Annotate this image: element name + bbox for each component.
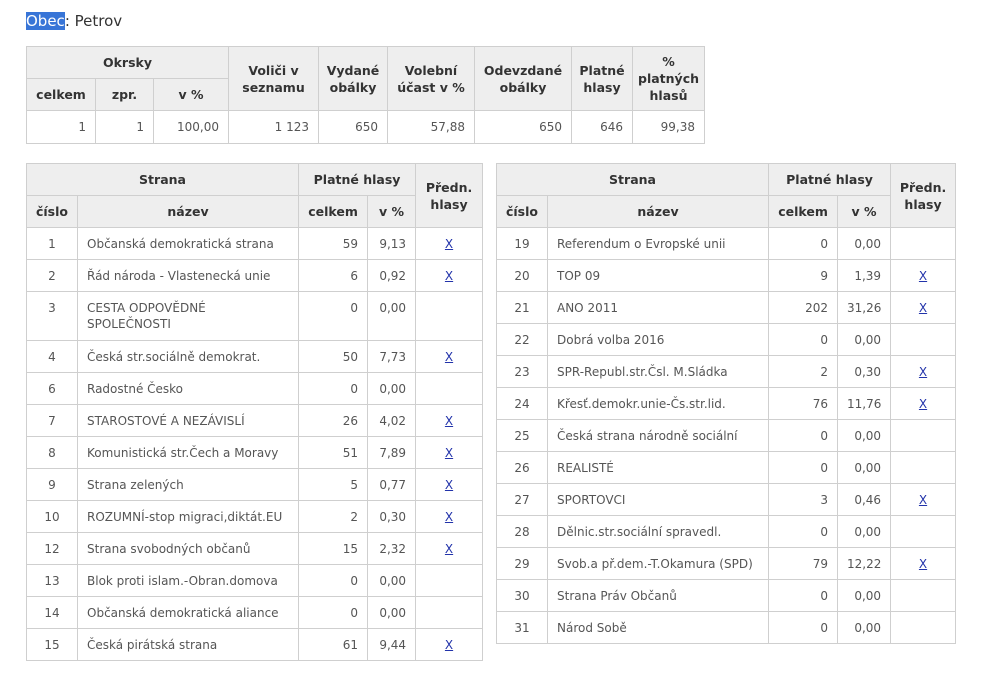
cell-pct: 9,13 (368, 228, 416, 260)
cell-nazev: Strana zelených (78, 469, 299, 501)
cell-pct: 0,00 (838, 612, 891, 644)
cell-nazev: SPORTOVCI (548, 484, 769, 516)
preferential-votes-link[interactable]: X (918, 493, 928, 507)
cell-cislo: 15 (27, 629, 78, 661)
cell-nazev: SPR-Republ.str.Čsl. M.Sládka (548, 356, 769, 388)
table-row (497, 484, 956, 516)
cell-cislo: 1 (27, 228, 78, 260)
cell-predn (416, 292, 483, 341)
cell-celkem: 59 (299, 228, 368, 260)
cell-cislo: 29 (497, 548, 548, 580)
preferential-votes-link[interactable]: X (444, 478, 454, 492)
cell-pct: 0,92 (368, 260, 416, 292)
cell-nazev: Česká str.sociálně demokrat. (78, 341, 299, 373)
cell-cislo: 23 (497, 356, 548, 388)
cell-predn (891, 548, 956, 580)
preferential-votes-link[interactable]: X (918, 301, 928, 315)
header-platne: Platné hlasy (572, 47, 633, 111)
cell-predn (891, 292, 956, 324)
cell-predn (416, 629, 483, 661)
table-row (497, 228, 956, 260)
cell-pct: 0,00 (838, 452, 891, 484)
table-row (27, 501, 483, 533)
table-row (497, 452, 956, 484)
header-strana: Strana (497, 164, 769, 196)
cell-nazev: Strana svobodných občanů (78, 533, 299, 565)
cell-cislo: 2 (27, 260, 78, 292)
cell-nazev: CESTA ODPOVĚDNÉ SPOLEČNOSTI (78, 292, 299, 341)
cell-predn (416, 437, 483, 469)
cell-nazev: Komunistická str.Čech a Moravy (78, 437, 299, 469)
cell-celkem: 0 (299, 373, 368, 405)
cell-nazev: Dobrá volba 2016 (548, 324, 769, 356)
cell-platne: 646 (572, 111, 633, 144)
summary-table (26, 46, 705, 144)
cell-celkem: 0 (299, 565, 368, 597)
header-okrsky-pct: v % (154, 79, 229, 111)
parties-right-body (497, 228, 956, 644)
cell-vydane: 650 (319, 111, 388, 144)
cell-cislo: 22 (497, 324, 548, 356)
cell-nazev: Strana Práv Občanů (548, 580, 769, 612)
header-predn-hlasy: Předn. hlasy (416, 164, 483, 228)
page-heading (26, 10, 122, 32)
cell-predn (416, 533, 483, 565)
preferential-votes-link[interactable]: X (918, 557, 928, 571)
cell-nazev: Dělnic.str.sociální spravedl. (548, 516, 769, 548)
cell-celkem: 51 (299, 437, 368, 469)
cell-nazev: Občanská demokratická aliance (78, 597, 299, 629)
cell-volici: 1 123 (229, 111, 319, 144)
header-vydane: Vydané obálky (319, 47, 388, 111)
cell-cislo: 31 (497, 612, 548, 644)
header-platne-hlasy: Platné hlasy (769, 164, 891, 196)
preferential-votes-link[interactable]: X (918, 269, 928, 283)
parties-table-right (496, 163, 956, 644)
cell-pct: 0,00 (838, 324, 891, 356)
cell-cislo: 10 (27, 501, 78, 533)
cell-predn (891, 228, 956, 260)
preferential-votes-link[interactable]: X (444, 414, 454, 428)
cell-pct: 0,00 (838, 580, 891, 612)
cell-pct: 0,46 (838, 484, 891, 516)
cell-pct: 9,44 (368, 629, 416, 661)
cell-pct: 0,00 (838, 228, 891, 260)
cell-celkem: 9 (769, 260, 838, 292)
cell-nazev: TOP 09 (548, 260, 769, 292)
preferential-votes-link[interactable]: X (918, 397, 928, 411)
cell-cislo: 26 (497, 452, 548, 484)
table-row (27, 629, 483, 661)
cell-nazev: Svob.a př.dem.-T.Okamura (SPD) (548, 548, 769, 580)
preferential-votes-link[interactable]: X (444, 542, 454, 556)
header-nazev: název (548, 196, 769, 228)
cell-predn (891, 324, 956, 356)
preferential-votes-link[interactable]: X (918, 365, 928, 379)
table-row (497, 420, 956, 452)
cell-predn (891, 612, 956, 644)
cell-pct: 1,39 (838, 260, 891, 292)
cell-celkem: 0 (769, 420, 838, 452)
parties-table-left (26, 163, 483, 661)
cell-celkem: 0 (769, 452, 838, 484)
header-celkem: celkem (299, 196, 368, 228)
cell-celkem: 61 (299, 629, 368, 661)
cell-predn (891, 356, 956, 388)
preferential-votes-link[interactable]: X (444, 510, 454, 524)
header-nazev: název (78, 196, 299, 228)
cell-predn (416, 341, 483, 373)
cell-predn (891, 452, 956, 484)
cell-cislo: 19 (497, 228, 548, 260)
cell-celkem: 202 (769, 292, 838, 324)
table-row (497, 324, 956, 356)
cell-predn (416, 260, 483, 292)
cell-celkem: 0 (769, 516, 838, 548)
cell-nazev: Blok proti islam.-Obran.domova (78, 565, 299, 597)
cell-nazev: Národ Sobě (548, 612, 769, 644)
cell-pct: 0,00 (368, 292, 416, 341)
cell-nazev: STAROSTOVÉ A NEZÁVISLÍ (78, 405, 299, 437)
table-row (27, 260, 483, 292)
cell-cislo: 20 (497, 260, 548, 292)
cell-predn (416, 501, 483, 533)
cell-cislo: 3 (27, 292, 78, 341)
header-celkem: celkem (769, 196, 838, 228)
cell-nazev: Česká strana národně sociální (548, 420, 769, 452)
cell-pct: 0,77 (368, 469, 416, 501)
table-row (27, 437, 483, 469)
cell-celkem: 0 (769, 580, 838, 612)
cell-pct: 0,00 (368, 373, 416, 405)
preferential-votes-link[interactable]: X (444, 269, 454, 283)
cell-cislo: 25 (497, 420, 548, 452)
cell-nazev: Česká pirátská strana (78, 629, 299, 661)
cell-odevzdane: 650 (475, 111, 572, 144)
cell-celkem: 76 (769, 388, 838, 420)
cell-nazev: Radostné Česko (78, 373, 299, 405)
table-row (497, 292, 956, 324)
cell-predn (891, 420, 956, 452)
cell-pct: 0,30 (368, 501, 416, 533)
table-row (497, 548, 956, 580)
cell-celkem: 2 (299, 501, 368, 533)
cell-cislo: 7 (27, 405, 78, 437)
cell-celkem: 0 (299, 292, 368, 341)
table-row (497, 260, 956, 292)
cell-pct: 2,32 (368, 533, 416, 565)
header-platne-hlasy: Platné hlasy (299, 164, 416, 196)
cell-predn (891, 484, 956, 516)
cell-nazev: Občanská demokratická strana (78, 228, 299, 260)
cell-predn (891, 516, 956, 548)
table-row (497, 580, 956, 612)
cell-cislo: 8 (27, 437, 78, 469)
cell-celkem: 50 (299, 341, 368, 373)
cell-cislo: 14 (27, 597, 78, 629)
cell-cislo: 27 (497, 484, 548, 516)
cell-predn (891, 580, 956, 612)
cell-pct: 0,00 (368, 597, 416, 629)
cell-ucast: 57,88 (388, 111, 475, 144)
table-row (497, 516, 956, 548)
cell-celkem: 0 (769, 612, 838, 644)
cell-predn (416, 565, 483, 597)
header-ucast: Volební účast v % (388, 47, 475, 111)
cell-cislo: 12 (27, 533, 78, 565)
cell-celkem: 2 (769, 356, 838, 388)
cell-okrsky-pct: 100,00 (154, 111, 229, 144)
cell-nazev: REALISTÉ (548, 452, 769, 484)
cell-predn (416, 228, 483, 260)
cell-nazev: Řád národa - Vlastenecká unie (78, 260, 299, 292)
table-row (497, 356, 956, 388)
table-row (27, 373, 483, 405)
header-cislo: číslo (27, 196, 78, 228)
header-predn-hlasy: Předn. hlasy (891, 164, 956, 228)
table-row (27, 597, 483, 629)
header-okrsky-celkem: celkem (27, 79, 96, 111)
parties-left-body (27, 228, 483, 661)
summary-row (27, 111, 705, 144)
cell-cislo: 24 (497, 388, 548, 420)
cell-celkem: 6 (299, 260, 368, 292)
table-row (497, 388, 956, 420)
cell-celkem: 15 (299, 533, 368, 565)
header-v-pct: v % (368, 196, 416, 228)
cell-cislo: 4 (27, 341, 78, 373)
cell-pct-platnych: 99,38 (633, 111, 705, 144)
cell-pct: 7,73 (368, 341, 416, 373)
cell-cislo: 6 (27, 373, 78, 405)
header-pct-platnych: % platných hlasů (633, 47, 705, 111)
heading-municipality: : Petrov (64, 12, 123, 30)
table-row (27, 228, 483, 260)
cell-celkem: 5 (299, 469, 368, 501)
heading-selected-text[interactable]: Obec (26, 12, 65, 30)
cell-nazev: Referendum o Evropské unii (548, 228, 769, 260)
table-row (27, 341, 483, 373)
header-odevzdane: Odevzdané obálky (475, 47, 572, 111)
cell-predn (416, 373, 483, 405)
cell-celkem: 0 (769, 324, 838, 356)
cell-cislo: 21 (497, 292, 548, 324)
cell-pct: 4,02 (368, 405, 416, 437)
cell-nazev: ROZUMNÍ-stop migraci,diktát.EU (78, 501, 299, 533)
cell-nazev: ANO 2011 (548, 292, 769, 324)
table-row (27, 292, 483, 341)
cell-pct: 31,26 (838, 292, 891, 324)
cell-celkem: 3 (769, 484, 838, 516)
header-cislo: číslo (497, 196, 548, 228)
cell-cislo: 9 (27, 469, 78, 501)
cell-celkem: 79 (769, 548, 838, 580)
cell-cislo: 30 (497, 580, 548, 612)
cell-predn (416, 405, 483, 437)
header-v-pct: v % (838, 196, 891, 228)
cell-predn (891, 260, 956, 292)
table-row (27, 405, 483, 437)
cell-pct: 11,76 (838, 388, 891, 420)
table-row (27, 533, 483, 565)
preferential-votes-link[interactable]: X (444, 350, 454, 364)
cell-celkem: 0 (299, 597, 368, 629)
cell-celkem: 0 (769, 228, 838, 260)
header-strana: Strana (27, 164, 299, 196)
cell-cislo: 28 (497, 516, 548, 548)
table-row (27, 565, 483, 597)
preferential-votes-link[interactable]: X (444, 446, 454, 460)
cell-okrsky-zpr: 1 (96, 111, 154, 144)
header-volici: Voliči v seznamu (229, 47, 319, 111)
cell-pct: 12,22 (838, 548, 891, 580)
preferential-votes-link[interactable]: X (444, 237, 454, 251)
cell-pct: 0,00 (838, 516, 891, 548)
header-okrsky-zpr: zpr. (96, 79, 154, 111)
cell-pct: 0,00 (368, 565, 416, 597)
table-row (27, 469, 483, 501)
cell-predn (891, 388, 956, 420)
cell-predn (416, 469, 483, 501)
cell-pct: 0,00 (838, 420, 891, 452)
cell-pct: 7,89 (368, 437, 416, 469)
preferential-votes-link[interactable]: X (444, 638, 454, 652)
cell-cislo: 13 (27, 565, 78, 597)
cell-celkem: 26 (299, 405, 368, 437)
cell-okrsky-celkem: 1 (27, 111, 96, 144)
cell-predn (416, 597, 483, 629)
cell-nazev: Křesť.demokr.unie-Čs.str.lid. (548, 388, 769, 420)
header-okrsky: Okrsky (27, 47, 229, 79)
cell-pct: 0,30 (838, 356, 891, 388)
table-row (497, 612, 956, 644)
